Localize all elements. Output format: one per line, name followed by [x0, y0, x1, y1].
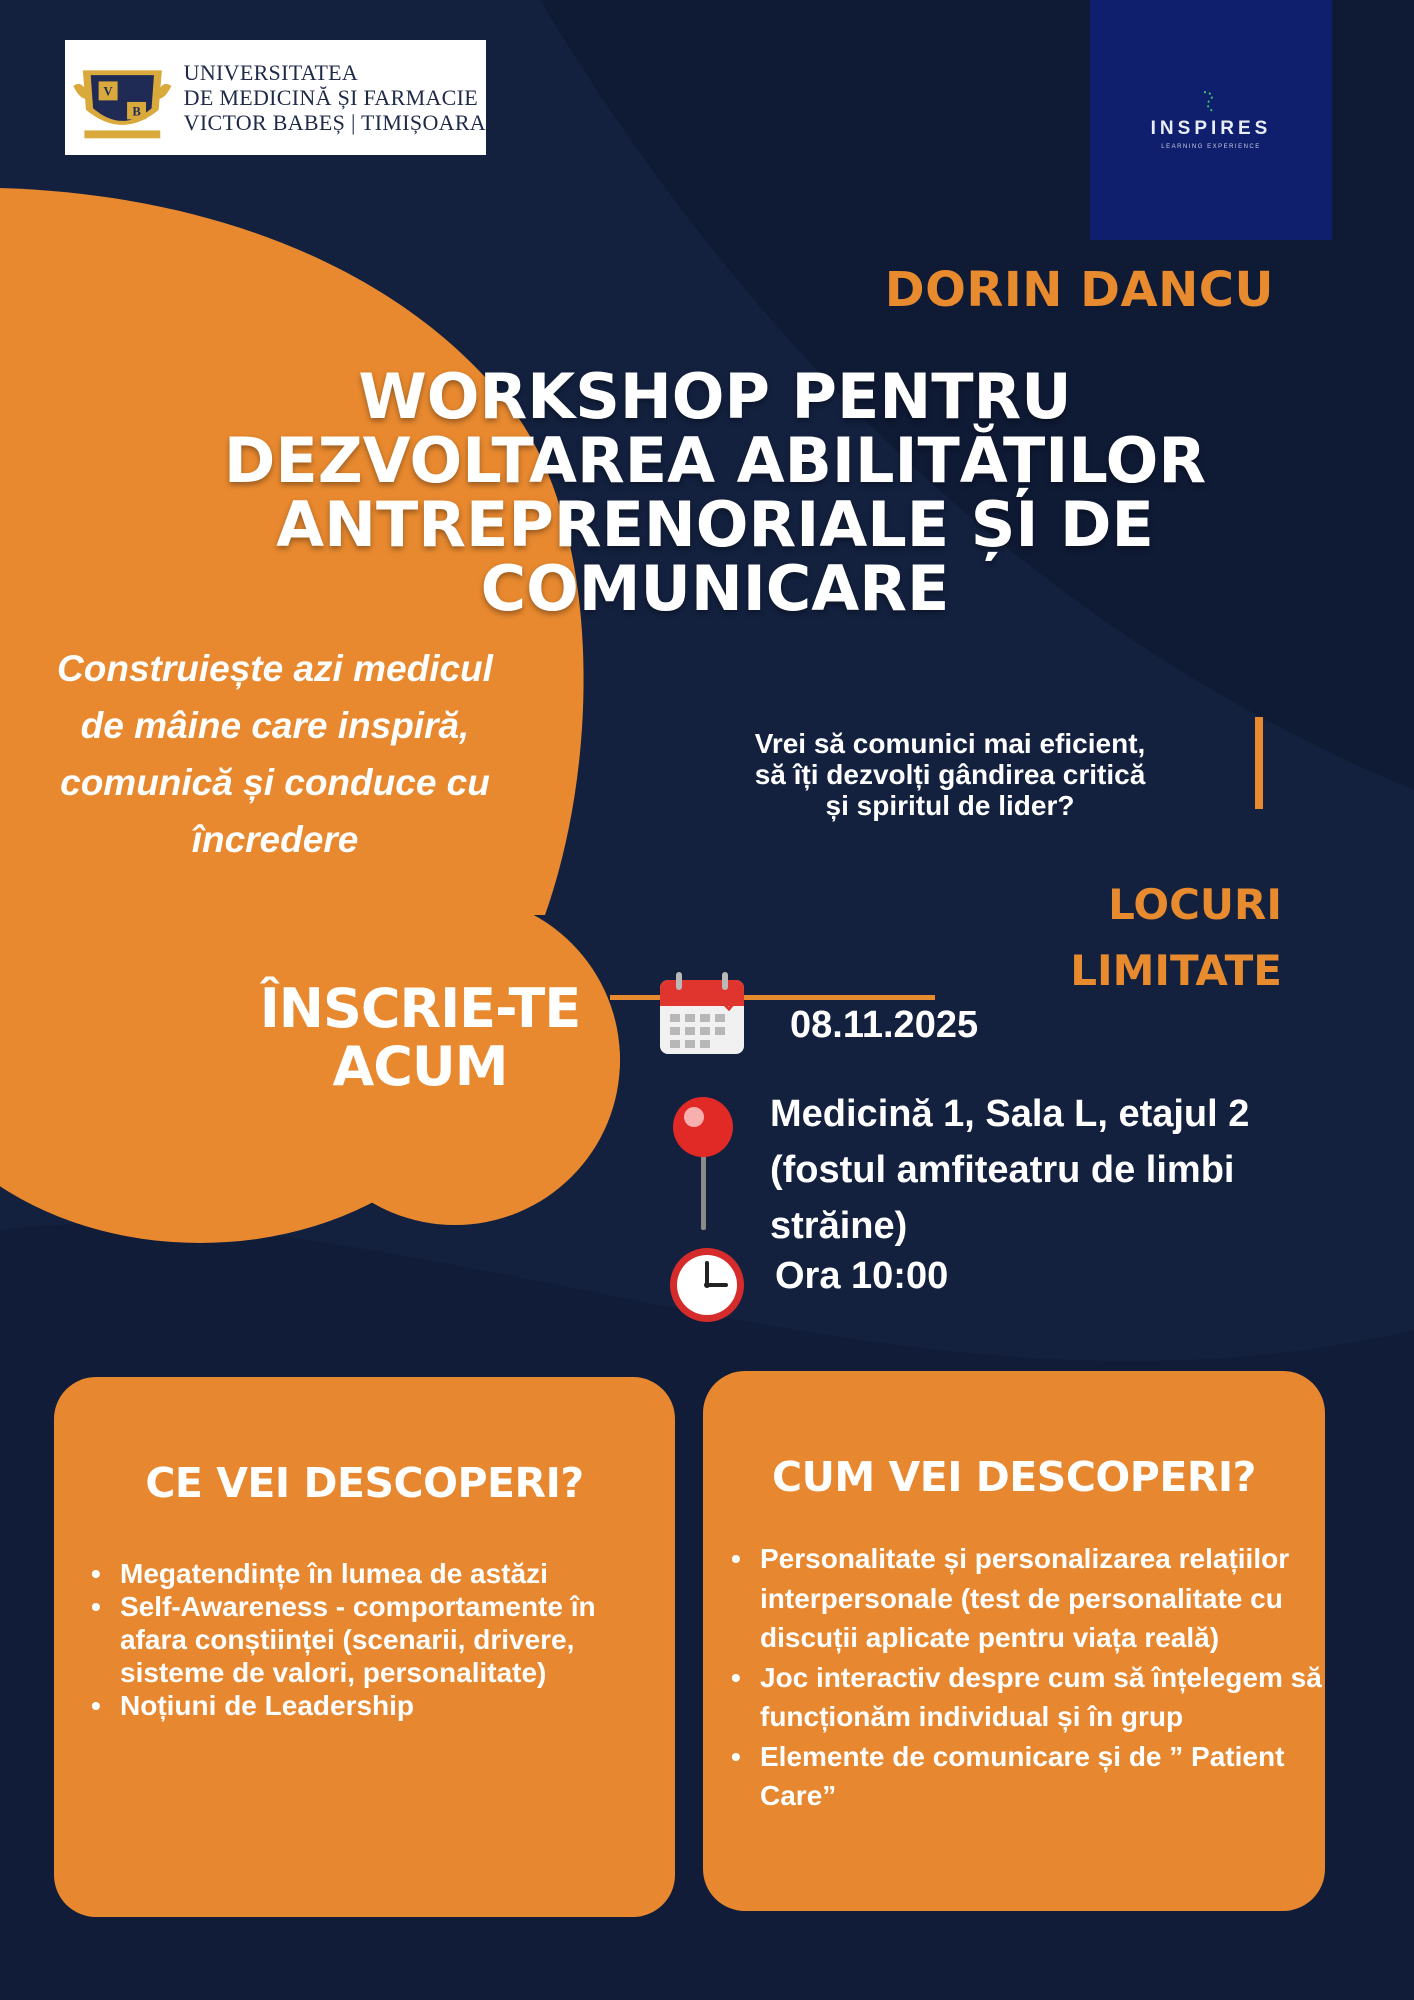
accent-bar [1255, 717, 1263, 809]
event-date: 08.11.2025 [790, 1004, 979, 1046]
card-title: CE VEI DESCOPERI? [145, 1459, 584, 1507]
list-item: • Personalitate și personalizarea relațiilor interpersonale (test de personalitate cu discuții aplicate pentru viața reală) [723, 1539, 1325, 1658]
limited-line: LOCURI [1108, 880, 1282, 929]
question-line: Vrei să comunici mai eficient, [754, 728, 1146, 759]
register-now-cta[interactable] [240, 977, 600, 1098]
university-line: UNIVERSITATEA [183, 60, 359, 85]
what-you-will-discover-card [54, 1377, 675, 1917]
tagline-line: încredere [191, 819, 359, 860]
university-line: DE MEDICINĂ ȘI FARMACIE [183, 85, 478, 110]
question-text [680, 728, 1220, 821]
location-line: Medicină 1, Sala L, etajul 2 [770, 1093, 1250, 1135]
clock-icon [668, 1246, 746, 1324]
university-line: VICTOR BABEȘ | TIMIȘOARA [183, 110, 486, 135]
map-pin-icon [668, 1095, 738, 1235]
crest-letter-b: B [132, 103, 141, 118]
tagline [0, 640, 550, 868]
list-item: • Elemente de comunicare și de ” Patient Care” [723, 1737, 1325, 1816]
how-you-will-discover-card [703, 1371, 1325, 1911]
question-line: și spiritul de lider? [825, 790, 1075, 821]
tagline-line: de mâine care inspiră, [80, 705, 470, 746]
title-line: COMUNICARE [480, 552, 950, 625]
location-line: (fostul amfiteatru de limbi [770, 1149, 1235, 1191]
limited-seats [1070, 872, 1282, 1004]
location-line: străine) [770, 1205, 908, 1247]
title-line: ANTREPRENORIALE ȘI DE [276, 488, 1154, 561]
inspires-logo [1090, 0, 1332, 240]
list-item: • Joc interactiv despre cum să înțelegem să funcționăm individual și în grup [723, 1658, 1325, 1737]
tagline-line: Construiește azi medicul [57, 648, 493, 689]
how-list [723, 1539, 1325, 1816]
limited-line: LIMITATE [1070, 946, 1282, 995]
list-item: • Noțiuni de Leadership [83, 1689, 605, 1722]
cta-line: ACUM [332, 1035, 508, 1098]
inspires-tagline: LEARNING EXPERIENCE [1161, 144, 1261, 150]
list-item: • Self-Awareness - comportamente în afara conștiinței (scenarii, drivere, sisteme de valori, personalitate) [83, 1590, 605, 1689]
tagline-line: comunică și conduce cu [60, 762, 490, 803]
title-line: WORKSHOP PENTRU [358, 360, 1072, 433]
university-crest-icon [67, 43, 178, 153]
list-item: • Megatendințe în lumea de astăzi [83, 1557, 605, 1590]
event-location [770, 1086, 1330, 1254]
cta-line: ÎNSCRIE-TE [259, 977, 581, 1040]
what-list [83, 1557, 605, 1722]
crest-letter-v: V [103, 84, 113, 99]
question-line: să îți dezvolți gândirea critică [754, 759, 1146, 790]
workshop-title [120, 360, 1310, 625]
title-line: DEZVOLTAREA ABILITĂȚILOR [223, 424, 1207, 497]
inspires-swirl-icon [1196, 90, 1226, 118]
card-title: CUM VEI DESCOPERI? [772, 1453, 1256, 1501]
inspires-name: INSPIRES [1150, 118, 1272, 139]
event-time: Ora 10:00 [775, 1255, 949, 1297]
university-logo [65, 40, 486, 155]
speaker-name: DORIN DANCU [884, 262, 1274, 318]
calendar-icon [658, 970, 746, 1056]
university-name [184, 60, 486, 135]
